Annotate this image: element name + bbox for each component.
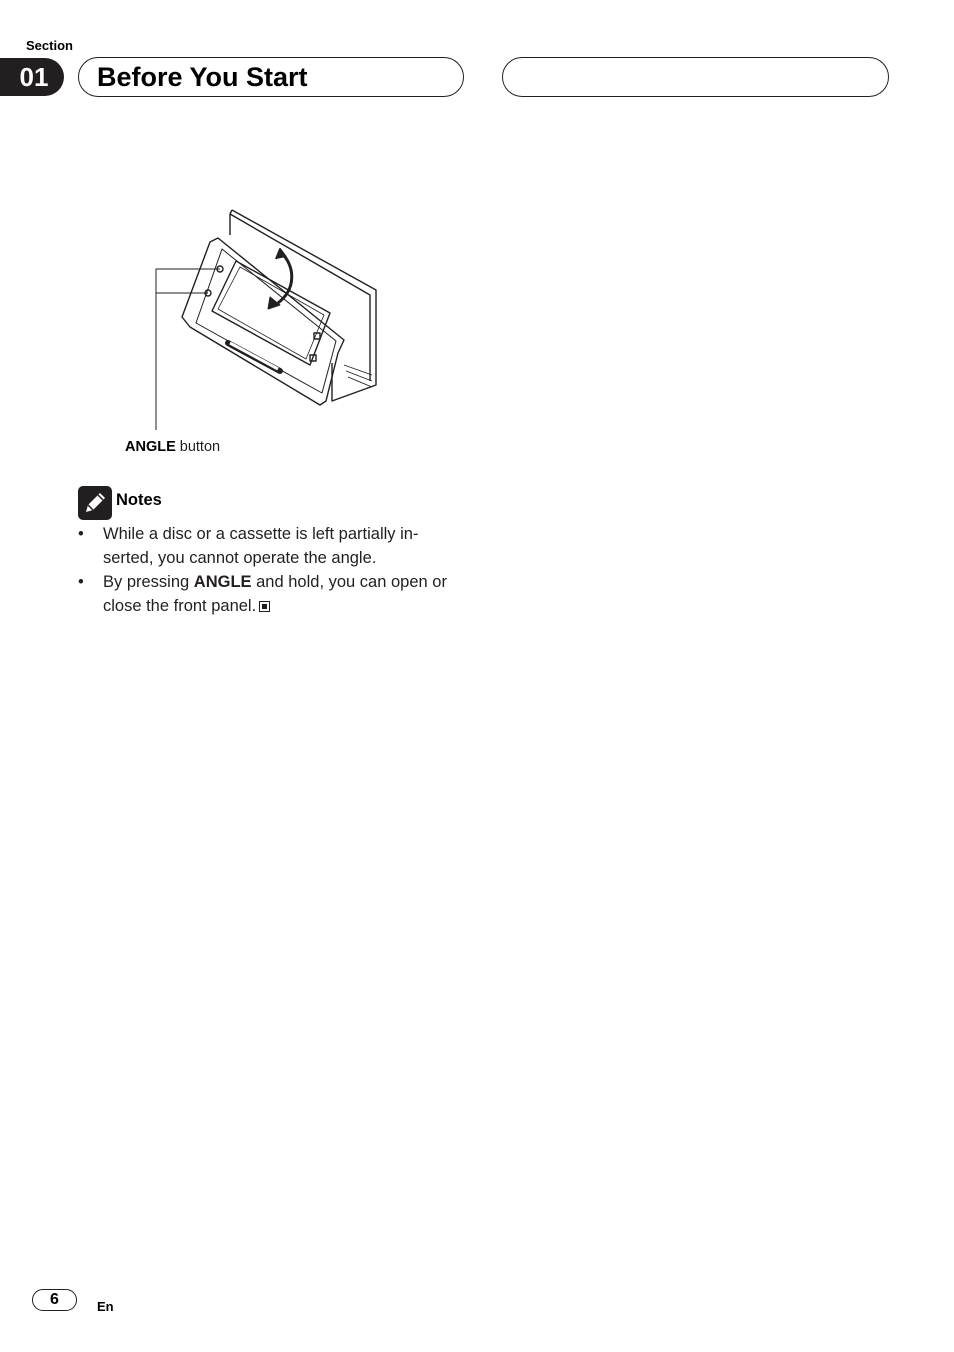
page-title: Before You Start <box>97 62 308 92</box>
housing-outline <box>232 210 376 401</box>
note-button-name: ANGLE <box>193 573 252 591</box>
head-unit-illustration <box>150 205 382 435</box>
note-text-after: and hold, you can open or close the front panel. <box>103 573 447 615</box>
caption-button-name: ANGLE <box>125 439 176 455</box>
bullet: • <box>78 573 84 591</box>
notes-heading: Notes <box>116 491 162 509</box>
section-label: Section <box>26 38 73 53</box>
pencil-icon <box>78 486 112 520</box>
note-text-before: By pressing <box>103 573 194 591</box>
note-text: While a disc or a cassette is left partially in-serted, you cannot operate the angle. <box>103 525 419 567</box>
title-frame <box>78 57 464 97</box>
section-number-badge: 01 <box>0 58 64 96</box>
pencil-notes-icon <box>78 486 112 520</box>
notes-list <box>78 522 458 618</box>
end-of-section-icon <box>259 601 270 612</box>
bullet: • <box>78 525 84 543</box>
right-title-frame <box>502 57 889 97</box>
caption-text: button <box>175 439 221 455</box>
language-code: En <box>97 1299 114 1314</box>
note-item <box>78 570 458 618</box>
front-panel <box>182 238 344 405</box>
figure-caption <box>125 439 220 455</box>
note-item <box>78 522 458 570</box>
page-number: 6 <box>32 1289 77 1311</box>
display-window <box>212 261 330 365</box>
